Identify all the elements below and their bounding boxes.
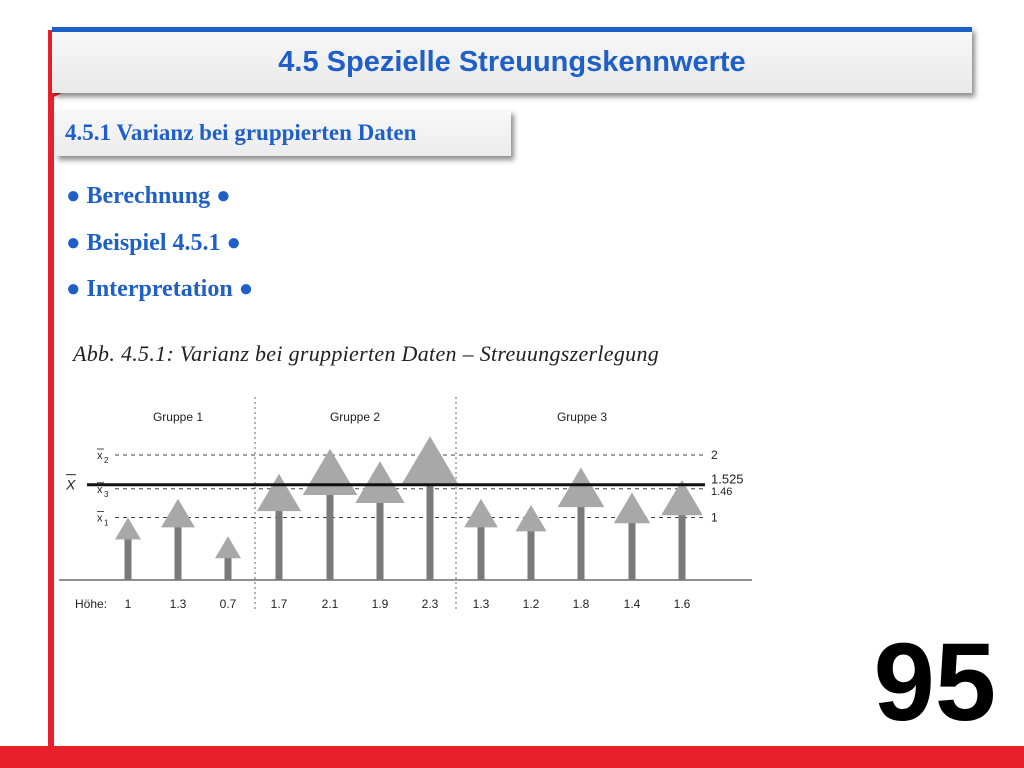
figure xyxy=(57,335,757,620)
group-mean-subscript: 1 xyxy=(104,518,109,528)
subtitle-bar xyxy=(55,110,511,156)
group-mean-symbol: x xyxy=(97,512,103,525)
height-tick-label: 1 xyxy=(124,597,132,611)
height-tick-label: 1.6 xyxy=(673,597,691,611)
title-bar xyxy=(52,27,972,93)
variance-chart xyxy=(57,335,757,620)
group-mean-value: 2 xyxy=(711,448,718,462)
bullet-berechnung[interactable]: ● Berechnung ● xyxy=(66,183,231,209)
group-mean-subscript: 3 xyxy=(104,489,109,499)
height-tick-label: 1.7 xyxy=(270,597,288,611)
tree-mark xyxy=(215,536,241,558)
slide-subtitle: 4.5.1 Varianz bei gruppierten Daten xyxy=(65,120,417,145)
tree-mark xyxy=(402,436,459,484)
bullet-interpretation[interactable]: ● Interpretation ● xyxy=(66,276,254,302)
group-mean-symbol: x xyxy=(97,450,103,462)
height-tick-label: 1.3 xyxy=(169,597,187,611)
bottom-bar xyxy=(0,746,1024,768)
tree-mark xyxy=(161,499,195,528)
bullet-beispiel[interactable]: ● Beispiel 4.5.1 ● xyxy=(66,230,241,256)
slide-title: 4.5 Spezielle Streuungskennwerte xyxy=(278,46,746,78)
tree-mark xyxy=(614,493,650,524)
tree-mark xyxy=(515,505,546,531)
tree-mark xyxy=(355,461,404,503)
height-tick-label: 0.7 xyxy=(219,597,237,611)
flagpole xyxy=(48,30,54,748)
height-tick-label: 2.1 xyxy=(321,597,339,611)
tree-mark xyxy=(303,449,358,495)
figure-caption: Abb. 4.5.1: Varianz bei gruppierten Daten – Streuungszerlegung xyxy=(73,341,660,366)
height-tick-label: 1.9 xyxy=(371,597,389,611)
group-mean-symbol: x xyxy=(97,483,103,496)
group-label: Gruppe 3 xyxy=(556,410,608,424)
group-mean-value: 1.46 xyxy=(711,485,733,498)
height-tick-label: 2.3 xyxy=(421,597,439,611)
height-tick-label: 1.2 xyxy=(522,597,540,611)
tree-mark xyxy=(464,499,498,528)
height-tick-label: 1.3 xyxy=(472,597,490,611)
group-label: Gruppe 2 xyxy=(329,410,381,424)
group-mean-value: 1 xyxy=(711,510,718,525)
tree-mark xyxy=(115,518,141,540)
grand-mean-value: 1.525 xyxy=(711,471,744,487)
page-number: 95 xyxy=(873,621,996,744)
height-tick-label: 1.8 xyxy=(572,597,590,611)
tree-mark xyxy=(257,474,301,511)
height-tick-label: 1.4 xyxy=(623,597,641,611)
hoehe-label: Höhe: xyxy=(75,597,108,611)
group-label: Gruppe 1 xyxy=(152,410,204,424)
grand-mean-symbol: X xyxy=(66,476,76,493)
tree-mark xyxy=(558,468,605,508)
group-mean-subscript: 2 xyxy=(104,456,109,465)
